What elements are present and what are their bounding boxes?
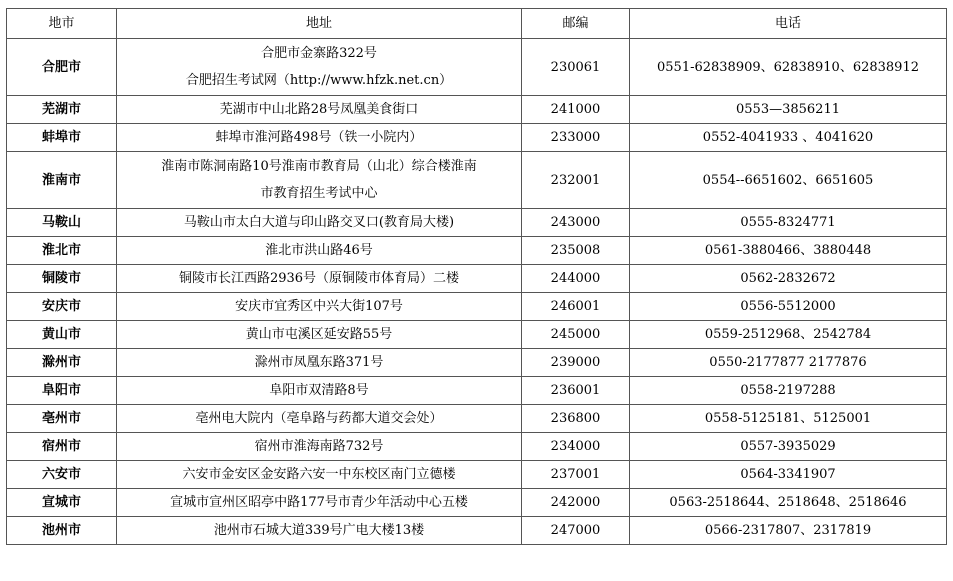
- cell-postcode: 236800: [522, 405, 630, 433]
- address-line: 阜阳市双清路8号: [269, 383, 369, 398]
- address-line: 六安市金安区金安路六安一中东校区南门立德楼: [182, 467, 456, 482]
- cell-postcode: 233000: [522, 124, 630, 152]
- table-row: [7, 433, 947, 461]
- cell-address: [117, 39, 522, 96]
- address-line: 黄山市屯溪区延安路55号: [245, 327, 393, 342]
- address-line: 合肥招生考试网（http://www.hfzk.net.cn）: [185, 73, 453, 88]
- cell-phone: 0563-2518644、2518648、2518646: [630, 489, 947, 517]
- table-row: [7, 349, 947, 377]
- cell-postcode: 237001: [522, 461, 630, 489]
- address-line: 宣城市宣州区昭亭中路177号市青少年活动中心五楼: [170, 495, 468, 510]
- cell-phone: 0558-5125181、5125001: [630, 405, 947, 433]
- address-line: 宿州市淮海南路732号: [254, 439, 384, 454]
- cell-city: 池州市: [7, 517, 117, 545]
- cell-phone: 0556-5512000: [630, 293, 947, 321]
- exam-office-contact-table: [6, 8, 947, 545]
- cell-postcode: 245000: [522, 321, 630, 349]
- table-row: [7, 405, 947, 433]
- table-row: [7, 461, 947, 489]
- address-line: 淮南市陈洞南路10号淮南市教育局（山北）综合楼淮南: [161, 159, 477, 174]
- table-row: [7, 124, 947, 152]
- cell-postcode: 236001: [522, 377, 630, 405]
- cell-city: 铜陵市: [7, 265, 117, 293]
- header-phone: 电话: [630, 9, 947, 39]
- cell-address: [117, 124, 522, 152]
- cell-city: 六安市: [7, 461, 117, 489]
- cell-address: [117, 96, 522, 124]
- cell-city: 滁州市: [7, 349, 117, 377]
- cell-phone: 0553—3856211: [630, 96, 947, 124]
- cell-address: [117, 405, 522, 433]
- address-line: 池州市石城大道339号广电大楼13楼: [213, 523, 425, 538]
- cell-address: [117, 293, 522, 321]
- cell-address: [117, 517, 522, 545]
- cell-address: [117, 321, 522, 349]
- cell-postcode: 242000: [522, 489, 630, 517]
- address-line: 蚌埠市淮河路498号（铁一小院内）: [215, 130, 423, 145]
- cell-address: [117, 209, 522, 237]
- cell-address: [117, 489, 522, 517]
- header-row: [7, 9, 947, 39]
- address-line: 市教育招生考试中心: [260, 186, 378, 201]
- cell-phone: 0550-2177877 2177876: [630, 349, 947, 377]
- cell-phone: 0561-3880466、3880448: [630, 237, 947, 265]
- cell-phone: 0554--6651602、6651605: [630, 152, 947, 209]
- cell-phone: 0557-3935029: [630, 433, 947, 461]
- cell-postcode: 234000: [522, 433, 630, 461]
- table-row: [7, 39, 947, 96]
- cell-phone: 0552-4041933 、4041620: [630, 124, 947, 152]
- address-line: 安庆市宜秀区中兴大街107号: [235, 299, 403, 314]
- table-row: [7, 489, 947, 517]
- table-row: [7, 293, 947, 321]
- cell-address: [117, 349, 522, 377]
- cell-postcode: 244000: [522, 265, 630, 293]
- address-line: 亳州电大院内（亳阜路与药都大道交会处）: [195, 411, 443, 426]
- cell-city: 蚌埠市: [7, 124, 117, 152]
- header-city: 地市: [7, 9, 117, 39]
- address-line: 淮北市洪山路46号: [265, 243, 373, 258]
- cell-address: [117, 433, 522, 461]
- cell-phone: 0566-2317807、2317819: [630, 517, 947, 545]
- cell-phone: 0559-2512968、2542784: [630, 321, 947, 349]
- address-line: 铜陵市长江西路2936号（原铜陵市体育局）二楼: [178, 271, 460, 286]
- document-page: [6, 8, 946, 545]
- table-row: [7, 237, 947, 265]
- cell-postcode: 247000: [522, 517, 630, 545]
- cell-phone: 0562-2832672: [630, 265, 947, 293]
- cell-phone: 0564-3341907: [630, 461, 947, 489]
- cell-phone: 0558-2197288: [630, 377, 947, 405]
- table-body: [7, 39, 947, 545]
- cell-city: 亳州市: [7, 405, 117, 433]
- table-row: [7, 265, 947, 293]
- table-row: [7, 96, 947, 124]
- cell-postcode: 239000: [522, 349, 630, 377]
- cell-postcode: 230061: [522, 39, 630, 96]
- cell-postcode: 235008: [522, 237, 630, 265]
- cell-address: [117, 237, 522, 265]
- cell-address: [117, 461, 522, 489]
- cell-city: 黄山市: [7, 321, 117, 349]
- table-row: [7, 152, 947, 209]
- cell-city: 合肥市: [7, 39, 117, 96]
- cell-address: [117, 377, 522, 405]
- address-line: 芜湖市中山北路28号凤凰美食街口: [219, 102, 419, 117]
- cell-city: 阜阳市: [7, 377, 117, 405]
- table-row: [7, 321, 947, 349]
- cell-city: 安庆市: [7, 293, 117, 321]
- cell-city: 宣城市: [7, 489, 117, 517]
- cell-postcode: 232001: [522, 152, 630, 209]
- cell-phone: 0555-8324771: [630, 209, 947, 237]
- cell-postcode: 246001: [522, 293, 630, 321]
- address-line: 马鞍山市太白大道与印山路交叉口(教育局大楼): [183, 215, 455, 230]
- address-line: 滁州市凤凰东路371号: [254, 355, 384, 370]
- cell-phone: 0551-62838909、62838910、62838912: [630, 39, 947, 96]
- cell-city: 宿州市: [7, 433, 117, 461]
- cell-address: [117, 152, 522, 209]
- header-address: 地址: [117, 9, 522, 39]
- table-row: [7, 209, 947, 237]
- cell-postcode: 243000: [522, 209, 630, 237]
- cell-city: 芜湖市: [7, 96, 117, 124]
- table-row: [7, 377, 947, 405]
- cell-city: 淮北市: [7, 237, 117, 265]
- table-row: [7, 517, 947, 545]
- cell-city: 马鞍山: [7, 209, 117, 237]
- cell-city: 淮南市: [7, 152, 117, 209]
- header-postcode: 邮编: [522, 9, 630, 39]
- cell-postcode: 241000: [522, 96, 630, 124]
- cell-address: [117, 265, 522, 293]
- address-line: 合肥市金寨路322号: [261, 46, 377, 61]
